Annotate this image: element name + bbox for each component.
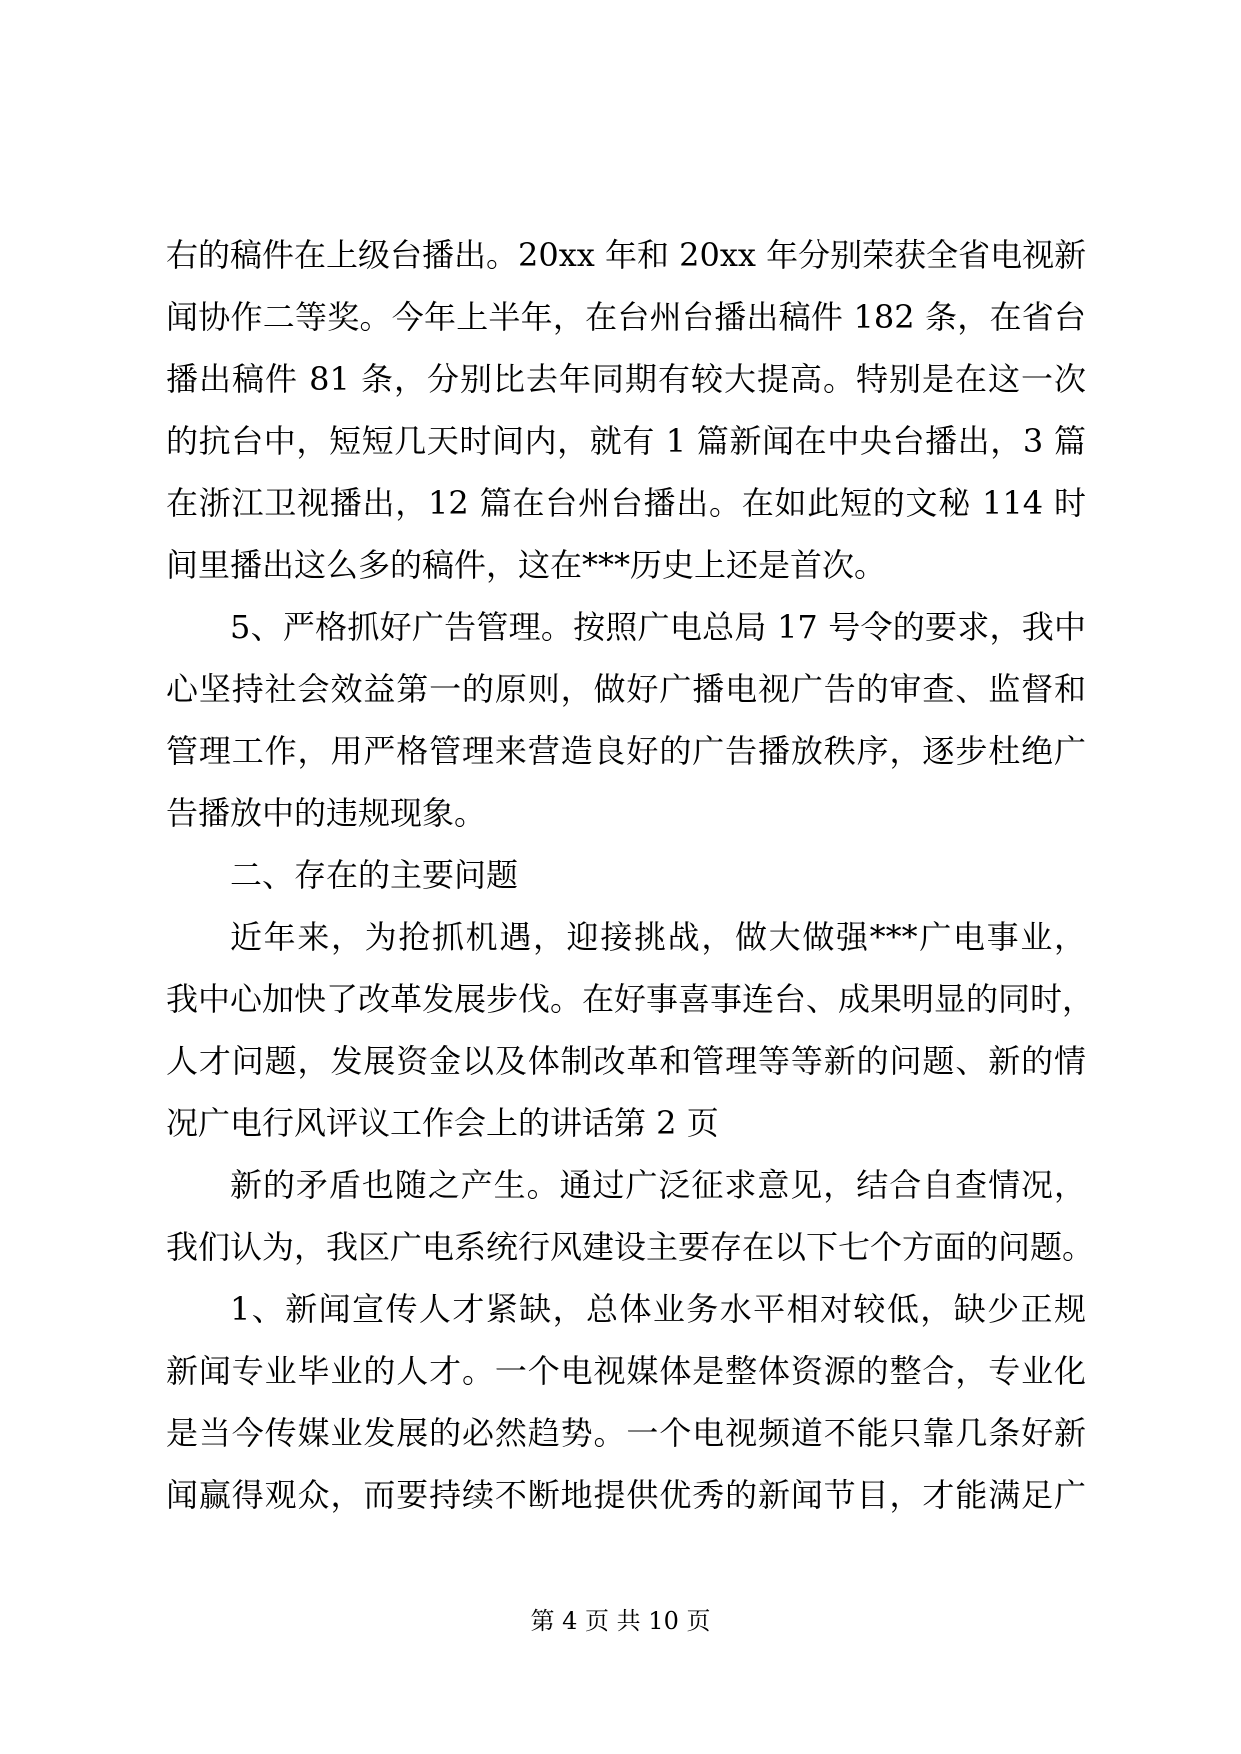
text-line: 新闻专业毕业的人才。一个电视媒体是整体资源的整合，专业化 bbox=[166, 1352, 1086, 1390]
text-line: 5、严格抓好广告管理。按照广电总局 17 号令的要求，我中 bbox=[230, 608, 1086, 646]
text-line: 我中心加快了改革发展步伐。在好事喜事连台、成果明显的同时， bbox=[166, 980, 1095, 1018]
text-line: 闻赢得观众，而要持续不断地提供优秀的新闻节目，才能满足广 bbox=[166, 1476, 1086, 1514]
section-heading: 二、存在的主要问题 bbox=[230, 856, 519, 894]
text-line: 闻协作二等奖。今年上半年，在台州台播出稿件 182 条，在省台 bbox=[166, 298, 1086, 336]
text-line: 间里播出这么多的稿件，这在***历史上还是首次。 bbox=[166, 546, 887, 584]
text-line: 心坚持社会效益第一的原则，做好广播电视广告的审查、监督和 bbox=[166, 670, 1086, 708]
text-line: 的抗台中，短短几天时间内，就有 1 篇新闻在中央台播出，3 篇 bbox=[166, 422, 1086, 460]
page-footer bbox=[0, 1606, 1241, 1636]
page-number: 第 4 页 共 10 页 bbox=[530, 1607, 711, 1635]
text-line: 况广电行风评议工作会上的讲话第 2 页 bbox=[166, 1104, 719, 1142]
body-text bbox=[166, 224, 1095, 1526]
text-line: 在浙江卫视播出，12 篇在台州台播出。在如此短的文秘 114 时 bbox=[166, 484, 1086, 522]
text-line: 管理工作，用严格管理来营造良好的广告播放秩序，逐步杜绝广 bbox=[166, 732, 1086, 770]
text-line: 近年来，为抢抓机遇，迎接挑战，做大做强***广电事业， bbox=[230, 918, 1086, 956]
text-line: 播出稿件 81 条，分别比去年同期有较大提高。特别是在这一次 bbox=[166, 360, 1086, 398]
text-line: 右的稿件在上级台播出。20xx 年和 20xx 年分别荣获全省电视新 bbox=[166, 236, 1087, 274]
text-line: 1、新闻宣传人才紧缺，总体业务水平相对较低，缺少正规 bbox=[230, 1290, 1086, 1328]
text-line: 告播放中的违规现象。 bbox=[166, 794, 487, 832]
text-line: 新的矛盾也随之产生。通过广泛征求意见，结合自查情况， bbox=[230, 1166, 1086, 1204]
text-line: 我们认为，我区广电系统行风建设主要存在以下七个方面的问题。 bbox=[166, 1228, 1095, 1266]
text-line: 人才问题，发展资金以及体制改革和管理等等新的问题、新的情 bbox=[166, 1042, 1086, 1080]
text-line: 是当今传媒业发展的必然趋势。一个电视频道不能只靠几条好新 bbox=[166, 1414, 1086, 1452]
